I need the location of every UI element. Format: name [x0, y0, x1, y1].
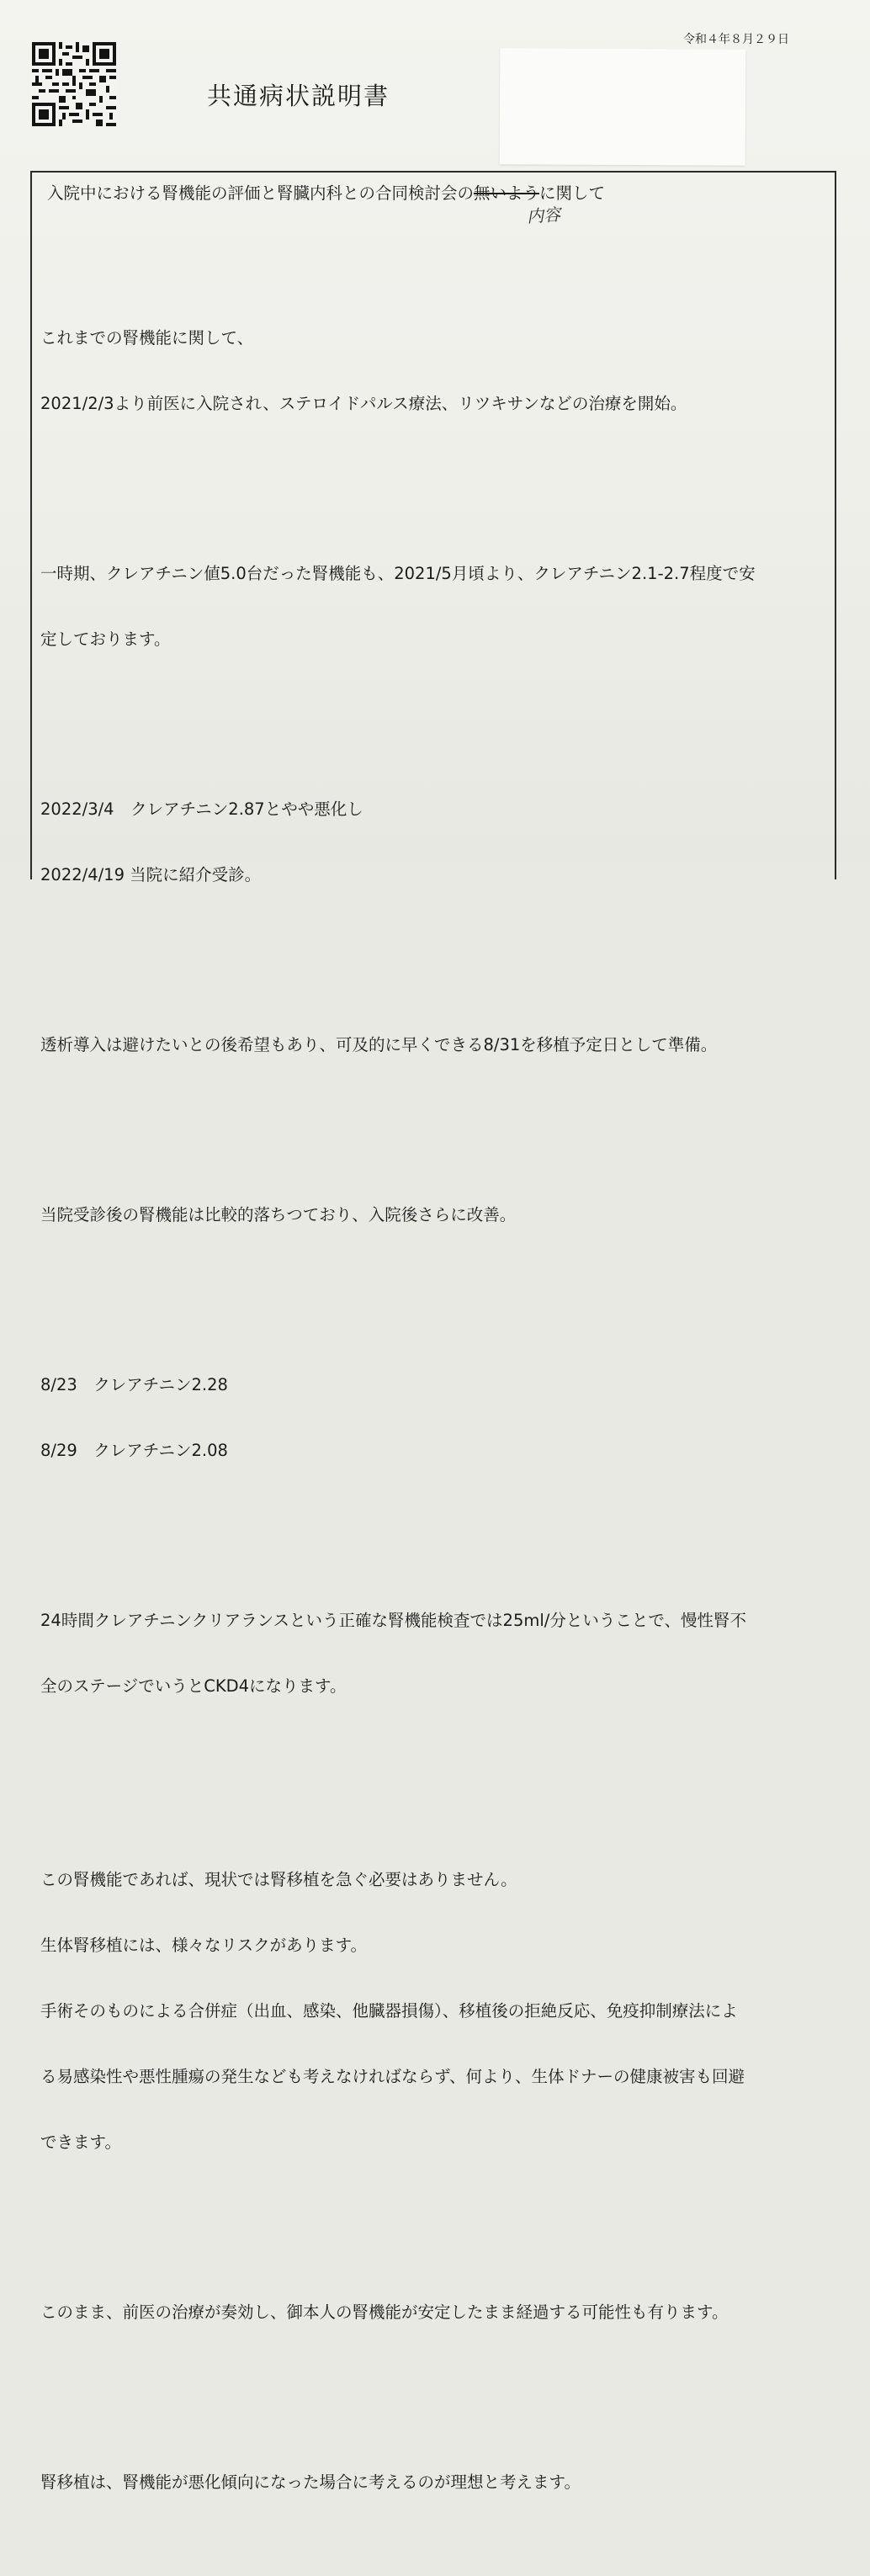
paragraph — [40, 284, 831, 459]
text-line: 2022/4/19 当院に紹介受診。 — [40, 865, 262, 884]
text-line: 生体腎移植には、様々なリスクがあります。 — [40, 1936, 368, 1955]
text-line: 8/29 クレアチニン2.08 — [40, 1441, 228, 1460]
paragraph — [40, 1330, 831, 1506]
text-line: 24時間クレアチニンクリアランスという正確な腎機能検査では25ml/分ということで、慢性腎不 — [40, 1611, 746, 1630]
qr-code-icon — [32, 42, 116, 126]
subject-line — [47, 180, 605, 204]
text-line: 腎移植は、腎機能が悪化傾向になった場合に考えるのが理想と考えます。 — [40, 2472, 581, 2492]
paragraph — [40, 1825, 831, 2197]
subject-text-end: に関して — [539, 183, 606, 203]
text-line: 一時期、クレアチニン値5.0台だった腎機能も、2021/5月頃より、クレアチニン2.1-2.7程度で安 — [40, 564, 756, 583]
subject-text: 入院中における腎機能の評価と腎臓内科との合同検討会の — [47, 183, 475, 203]
document-body — [40, 240, 831, 2576]
paragraph — [40, 755, 831, 930]
text-line: できます。 — [40, 2133, 121, 2152]
text-line: 手術そのものによる合併症（出血、感染、他臓器損傷）、移植後の拒絶反応、免疫抑制療法によ — [40, 2001, 738, 2021]
text-line: この腎機能であれば、現状では腎移植を急ぐ必要はありません。 — [40, 1870, 517, 1889]
text-line: 2022/3/4 クレアチニン2.87とやや悪化し — [40, 799, 363, 819]
handwritten-correction: 内容 — [526, 204, 561, 227]
text-line: 当院受診後の腎機能は比較的落ちつており、入院後さらに改善。 — [40, 1205, 517, 1224]
text-line: 2021/2/3より前医に入院され、ステロイドパルス療法、リツキサンなどの治療を開始。 — [40, 394, 687, 413]
text-line: 全のステージでいうとCKD4になります。 — [40, 1676, 347, 1696]
paragraph — [40, 2428, 831, 2537]
text-line: 透析導入は避けたいとの後希望もあり、可及的に早くできる8/31を移植予定日として準備。 — [40, 1035, 718, 1054]
paragraph — [40, 1161, 831, 1270]
paragraph — [40, 519, 831, 694]
text-line: このまま、前医の治療が奏効し、御本人の腎機能が安定したまま経過する可能性も有ります。 — [40, 2302, 729, 2322]
paragraph — [40, 1566, 831, 1741]
text-line: る易感染性や悪性腫瘍の発生なども考えなければならず、何より、生体ドナーの健康被害も回避 — [40, 2067, 745, 2086]
paragraph — [40, 2258, 831, 2367]
text-line: 定しております。 — [40, 629, 171, 649]
redaction-sticker — [500, 48, 746, 166]
struck-text: 無いよう — [474, 183, 540, 203]
document-title: 共通病状説明書 — [207, 82, 390, 110]
document-date: 令和４年８月２９日 — [683, 33, 789, 46]
text-line: 8/23 クレアチニン2.28 — [40, 1375, 228, 1394]
paragraph — [40, 991, 831, 1100]
text-line: これまでの腎機能に関して、 — [40, 328, 254, 348]
